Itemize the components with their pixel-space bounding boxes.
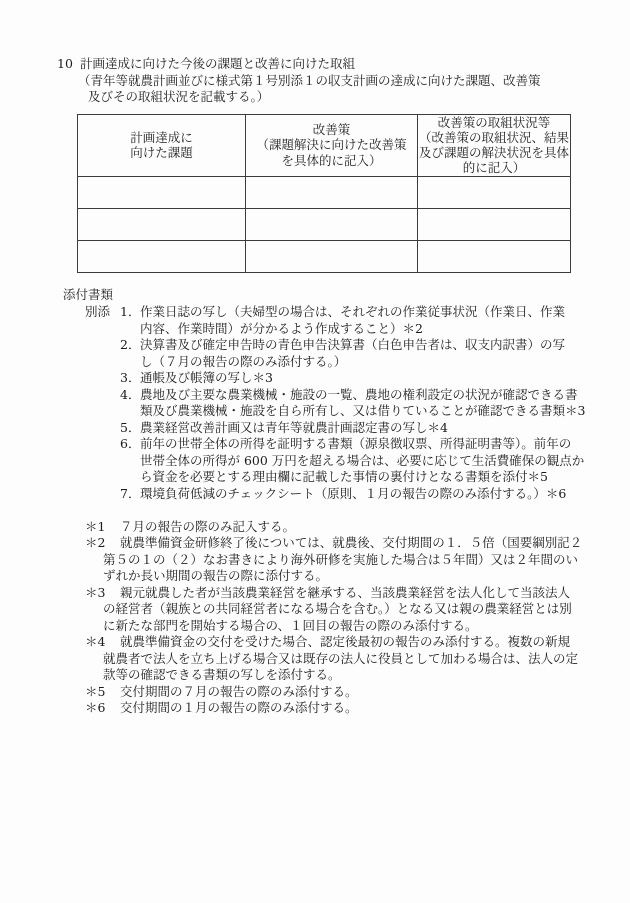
attachment-item-number: 4． bbox=[120, 386, 141, 402]
attachment-item-text: 環境負荷低減のチェックシート（原則、１月の報告の際のみ添付する。）＊6 bbox=[140, 485, 567, 501]
attachment-item-first-line bbox=[85, 420, 630, 437]
attachment-item bbox=[85, 370, 630, 387]
section-title: 計画達成に向けた今後の課題と改善に向けた取組 bbox=[80, 56, 356, 71]
section-subtitle-line2: 及びその取組状況を記載する。） bbox=[88, 89, 270, 104]
attachment-item-text: し（７月の報告の際のみ添付する。） bbox=[140, 353, 347, 369]
table-empty-cell bbox=[418, 208, 571, 240]
section-subtitle-line1: （青年等就農計画並びに様式第１号別添１の収支計画の達成に向けた課題、改善策 bbox=[78, 72, 541, 88]
col-header-line: 計画達成に bbox=[130, 129, 193, 145]
attachment-item-number: 6． bbox=[120, 436, 141, 452]
footnote-text: ずれか長い期間の報告の際に添付する。 bbox=[103, 568, 329, 584]
footnote-first-line bbox=[85, 519, 630, 536]
col-header-issues bbox=[78, 114, 246, 176]
footnote-text: 第５の１の（２）なお書きにより海外研修を実施した場合は５年間）又は２年間のい bbox=[103, 551, 579, 567]
footnote-text: 交付期間の１月の報告の際のみ添付する。 bbox=[120, 700, 358, 716]
footnote-text: 款等の確認できる書類の写しを添付する。 bbox=[103, 667, 341, 683]
col-header-line: （課題解決に向けた改善策 bbox=[256, 137, 407, 153]
attachment-item bbox=[85, 436, 630, 486]
footnotes bbox=[85, 519, 630, 717]
footnote-marker: ＊2 bbox=[85, 535, 106, 551]
footnote-first-line bbox=[85, 634, 630, 651]
table-empty-cell bbox=[246, 208, 418, 240]
col-header-line: 及び課題の解決状況を具体 bbox=[418, 145, 569, 161]
table-row bbox=[78, 240, 571, 272]
attachment-item-number: 7． bbox=[120, 485, 141, 501]
col-header-status bbox=[418, 114, 571, 176]
attachment-item-text: 決算書及び確定申告時の青色申告決算書（白色申告者は、収支内訳書）の写 bbox=[140, 337, 566, 353]
footnote-marker: ＊1 bbox=[85, 518, 106, 534]
col-header-line: （改善策の取組状況、結果 bbox=[418, 129, 569, 145]
attachment-item bbox=[85, 387, 630, 420]
footnote-text: 就農者で法人を立ち上げる場合又は既存の法人に役員として加わる場合は、法人の定 bbox=[103, 650, 579, 666]
indent-spacer bbox=[85, 436, 120, 453]
footnote bbox=[85, 684, 630, 701]
footnote bbox=[85, 634, 630, 684]
footnote-text: 就農準備資金の交付を受けた場合、認定後最初の報告のみ添付する。複数の新規 bbox=[120, 634, 571, 650]
footnote-marker: ＊3 bbox=[85, 584, 106, 600]
footnote-text: の経営者（親族との共同経営者になる場合を含む。）となる又は親の農業経営とは別 bbox=[103, 601, 572, 617]
col-header-line: を具体的に記入） bbox=[281, 152, 382, 168]
footnote bbox=[85, 700, 630, 717]
footnote-first-line bbox=[85, 684, 630, 701]
col-header-line: 向けた課題 bbox=[130, 145, 193, 161]
footnote-text: 親元就農した者が当該農業経営を継承する、当該農業経営を法人化して当該法人 bbox=[120, 584, 571, 600]
table-empty-cell bbox=[78, 240, 246, 272]
indent-spacer bbox=[85, 370, 120, 387]
table-row bbox=[78, 208, 571, 240]
footnote-marker: ＊4 bbox=[85, 634, 106, 650]
attachment-item-text: 農地及び主要な農業機械・施設の一覧、農地の権利設定の状況が確認できる書 bbox=[140, 386, 578, 402]
attachments-heading: 添付書類 bbox=[63, 286, 114, 302]
attachments-side-label: 別添 bbox=[85, 304, 111, 320]
attachment-item-first-line bbox=[85, 337, 630, 354]
attachment-item-number: 2． bbox=[120, 337, 141, 353]
footnote bbox=[85, 519, 630, 536]
footnote-text: 就農準備資金研修終了後については、就農後、交付期間の１．５倍（国要綱別記２ bbox=[120, 535, 583, 551]
footnote bbox=[85, 535, 630, 585]
col-header-line: 改善策 bbox=[312, 122, 351, 138]
attachment-item-first-line bbox=[85, 486, 630, 503]
table-row bbox=[78, 176, 571, 208]
footnote-first-line bbox=[85, 585, 630, 602]
issues-table bbox=[77, 114, 571, 273]
attachment-item bbox=[85, 486, 630, 503]
table-empty-cell bbox=[78, 176, 246, 208]
footnote-first-line bbox=[85, 700, 630, 717]
table-empty-cell bbox=[78, 208, 246, 240]
attachment-item-text: ら資金を必要とする理由欄に記載した事情の裏付けとなる書類を添付＊5 bbox=[140, 469, 548, 485]
attachment-item-number: 1． bbox=[120, 304, 141, 320]
table-header-row bbox=[78, 114, 571, 176]
indent-spacer bbox=[85, 387, 120, 404]
table-empty-cell bbox=[418, 176, 571, 208]
attachment-item-text: 類及び農業機械・施設を自ら所有し、又は借りていることが確認できる書類＊3 bbox=[140, 403, 586, 419]
attachment-item-number: 5． bbox=[120, 419, 141, 435]
attachment-item-text: 前年の世帯全体の所得を証明する書類（源泉徴収票、所得証明書等）。前年の bbox=[140, 436, 572, 452]
table-empty-cell bbox=[246, 240, 418, 272]
footnote-text: に新たな部門を開始する場合の、１回目の報告の際のみ添付する。 bbox=[103, 617, 478, 633]
table-empty-cell bbox=[246, 176, 418, 208]
attachments-list bbox=[85, 304, 630, 502]
attachment-item-text: 内容、作業時間）が分かるよう作成すること）＊2 bbox=[140, 320, 423, 336]
section-heading bbox=[57, 56, 630, 73]
attachment-item bbox=[85, 304, 630, 337]
footnote-text: 交付期間の７月の報告の際のみ添付する。 bbox=[120, 683, 358, 699]
footnote-marker: ＊5 bbox=[85, 683, 106, 699]
footnote-marker: ＊6 bbox=[85, 700, 106, 716]
attachment-item-text: 作業日誌の写し（夫婦型の場合は、それぞれの作業従事状況（作業日、作業 bbox=[140, 304, 566, 320]
col-header-line: 改善策の取組状況等 bbox=[437, 114, 551, 130]
attachment-item-first-line bbox=[85, 304, 630, 321]
attachment-item-first-line bbox=[85, 436, 630, 453]
attachment-item-text: 世帯全体の所得が 600 万円を超える場合は、必要に応じて生活費確保の観点か bbox=[140, 452, 585, 468]
attachment-item-text: 農業経営改善計画又は青年等就農計画認定書の写し＊4 bbox=[140, 419, 448, 435]
indent-spacer bbox=[85, 337, 120, 354]
footnote-first-line bbox=[85, 535, 630, 552]
indent-spacer bbox=[85, 486, 120, 503]
indent-spacer bbox=[85, 420, 120, 437]
table-empty-cell bbox=[418, 240, 571, 272]
attachment-item bbox=[85, 420, 630, 437]
section-number: 10 bbox=[57, 56, 73, 71]
attachment-item-first-line bbox=[85, 370, 630, 387]
attachment-item-text: 通帳及び帳簿の写し＊3 bbox=[140, 370, 273, 386]
footnote bbox=[85, 585, 630, 635]
col-header-line: 的に記入） bbox=[462, 160, 526, 176]
col-header-improvement bbox=[246, 114, 418, 176]
footnote-text: ７月の報告の際のみ記入する。 bbox=[120, 518, 296, 534]
attachment-item bbox=[85, 337, 630, 370]
attachment-item-number: 3． bbox=[120, 370, 141, 386]
attachment-item-first-line bbox=[85, 387, 630, 404]
